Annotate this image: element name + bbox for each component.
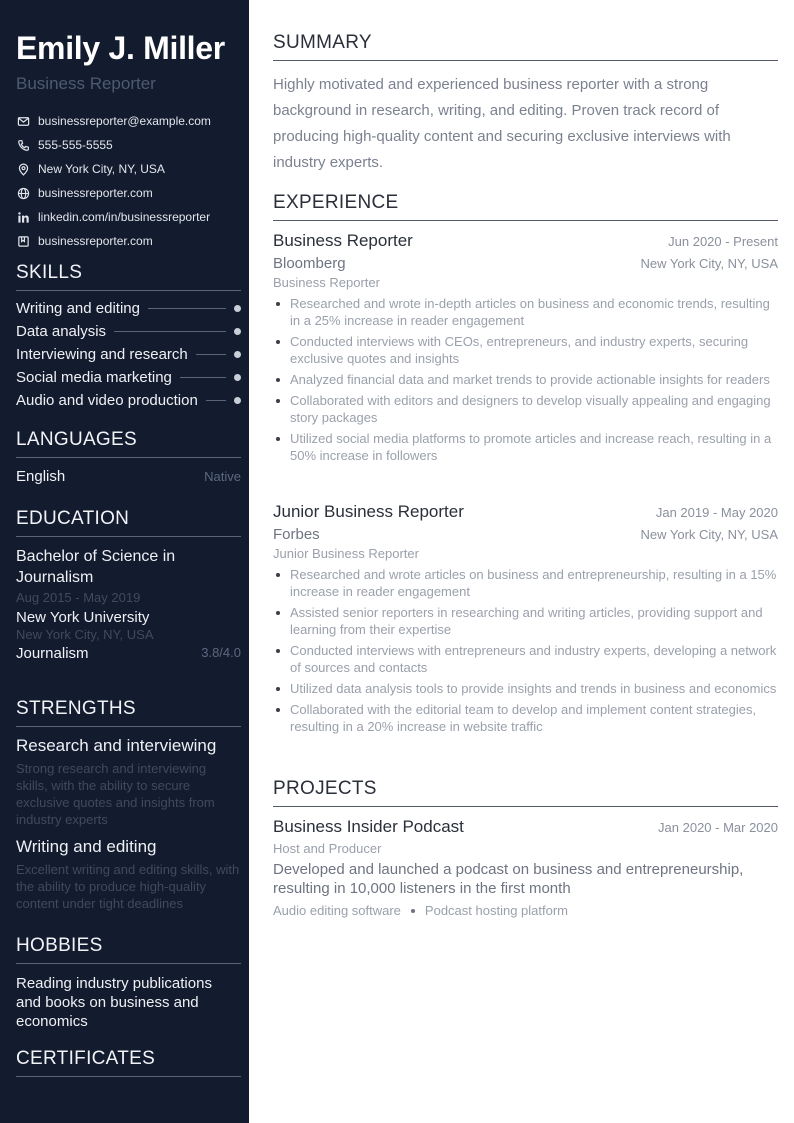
- envelope-icon: [16, 114, 30, 128]
- contact-website-text: businessreporter.com: [38, 186, 153, 200]
- job-bullet: Researched and wrote in-depth articles on business and economic trends, resulting in a 25% increase in reader engagement: [273, 295, 778, 329]
- job-title: Business Reporter: [273, 231, 413, 250]
- languages-section: [16, 429, 241, 485]
- skill-item: [16, 297, 241, 320]
- job-bullet: Collaborated with editors and designers to develop visually appealing and engaging story packages: [273, 392, 778, 426]
- strength-title: Research and interviewing: [16, 736, 217, 755]
- skill-line: [196, 354, 226, 355]
- education-field-row: [16, 645, 241, 662]
- project-description: Developed and launched a podcast on business and entrepreneurship, resulting in 10,000 listeners in the first month: [273, 861, 744, 897]
- strength-description: Excellent writing and editing skills, with the ability to produce high-quality content under tight deadlines: [16, 862, 240, 911]
- job-title: Junior Business Reporter: [273, 502, 464, 521]
- skill-label: Data analysis: [16, 323, 107, 340]
- job-bullet: Analyzed financial data and market trends to provide actionable insights for readers: [273, 371, 778, 388]
- skill-dot: [234, 397, 241, 404]
- strength-description: Strong research and interviewing skills, with the ability to secure exclusive quotes and insights from industry experts: [16, 761, 215, 827]
- strengths-heading: STRENGTHS: [16, 698, 241, 727]
- hobbies-heading: HOBBIES: [16, 935, 241, 964]
- education-location: New York City, NY, USA: [16, 627, 154, 642]
- education-dates: Aug 2015 - May 2019: [16, 590, 141, 605]
- skills-section: [16, 262, 241, 412]
- project-dates: Jan 2020 - Mar 2020: [658, 820, 778, 835]
- linkedin-icon: [16, 210, 30, 224]
- project-tag: Audio editing software: [273, 903, 401, 918]
- job-bullet: Utilized social media platforms to promote articles and increase reach, resulting in a 50% increase in followers: [273, 430, 778, 464]
- skill-label: Writing and editing: [16, 300, 140, 317]
- skill-dot: [234, 328, 241, 335]
- contact-portfolio-text: businessreporter.com: [38, 234, 153, 248]
- tag-separator: [411, 909, 415, 913]
- job-bullets: [273, 295, 778, 464]
- contact-email-text: businessreporter@example.com: [38, 114, 211, 128]
- summary-text: Highly motivated and experienced business reporter with a strong background in research, writing, and editing. Proven track record of producing high-quality content and securing exclusive interviews with industry experts.: [273, 76, 731, 171]
- contact-portfolio[interactable]: [16, 229, 244, 253]
- project-title: Business Insider Podcast: [273, 817, 464, 836]
- language-item: [16, 468, 241, 485]
- skill-item: [16, 389, 241, 412]
- skill-line: [180, 377, 226, 378]
- job-bullet: Conducted interviews with entrepreneurs and industry experts, developing a network of sources and contacts: [273, 642, 778, 676]
- contact-phone-text: 555-555-5555: [38, 138, 113, 152]
- experience-entry: [273, 231, 778, 468]
- languages-heading: LANGUAGES: [16, 429, 241, 458]
- globe-icon: [16, 186, 30, 200]
- skill-line: [206, 400, 226, 401]
- job-location: New York City, NY, USA: [640, 256, 778, 271]
- project-tag: Podcast hosting platform: [424, 903, 568, 918]
- hobbies-section: [16, 935, 241, 1031]
- contact-list: [16, 109, 244, 253]
- skill-dot: [234, 305, 241, 312]
- job-subtitle: Junior Business Reporter: [273, 546, 419, 561]
- skill-item: [16, 366, 241, 389]
- job-bullet: Assisted senior reporters in researching and writing articles, providing support and learning from their expertise: [273, 604, 778, 638]
- location-pin-icon: [16, 162, 30, 176]
- job-company: Forbes: [273, 526, 320, 543]
- job-dates: Jan 2019 - May 2020: [655, 505, 778, 520]
- experience-entry: [273, 502, 778, 739]
- education-school: New York University: [16, 609, 150, 626]
- strength-title: Writing and editing: [16, 837, 157, 856]
- skill-item: [16, 343, 241, 366]
- certificates-section: [16, 1048, 241, 1077]
- project-role: Host and Producer: [273, 841, 382, 856]
- contact-email[interactable]: [16, 109, 244, 133]
- contact-linkedin-text: linkedin.com/in/businessreporter: [38, 210, 211, 224]
- skill-label: Audio and video production: [16, 392, 198, 409]
- contact-website[interactable]: [16, 181, 244, 205]
- hobby-item: Reading industry publications and books on business and economics: [16, 975, 212, 1030]
- summary-heading: SUMMARY: [273, 32, 778, 61]
- job-bullets: [273, 566, 778, 735]
- education-degree: Bachelor of Science in Journalism: [16, 548, 176, 586]
- job-subtitle: Business Reporter: [273, 275, 380, 290]
- certificates-heading: CERTIFICATES: [16, 1048, 241, 1077]
- skill-dot: [234, 374, 241, 381]
- education-gpa: 3.8/4.0: [201, 645, 241, 660]
- strengths-section: [16, 698, 241, 912]
- candidate-name: Emily J. Miller: [16, 30, 225, 66]
- job-company: Bloomberg: [273, 255, 346, 272]
- project-entry: [273, 817, 778, 918]
- contact-phone[interactable]: [16, 133, 244, 157]
- education-section: [16, 508, 241, 662]
- skill-label: Interviewing and research: [16, 346, 188, 363]
- contact-linkedin[interactable]: [16, 205, 244, 229]
- phone-icon: [16, 138, 30, 152]
- skill-line: [114, 331, 226, 332]
- candidate-title: Business Reporter: [16, 74, 156, 93]
- experience-heading: EXPERIENCE: [273, 192, 778, 221]
- job-dates: Jun 2020 - Present: [668, 234, 778, 249]
- contact-location-text: New York City, NY, USA: [38, 162, 165, 176]
- education-heading: EDUCATION: [16, 508, 241, 537]
- skills-heading: SKILLS: [16, 262, 241, 291]
- job-bullet: Collaborated with the editorial team to develop and implement content strategies, resulting in a 20% increase in website traffic: [273, 701, 778, 735]
- job-bullet: Researched and wrote articles on business and entrepreneurship, resulting in a 15% increase in reader engagement: [273, 566, 778, 600]
- job-bullet: Utilized data analysis tools to provide insights and trends in business and economics: [273, 680, 778, 697]
- bookmark-icon: [16, 234, 30, 248]
- skill-line: [148, 308, 226, 309]
- contact-location: [16, 157, 244, 181]
- project-tags: [273, 903, 778, 918]
- job-location: New York City, NY, USA: [640, 527, 778, 542]
- skill-label: Social media marketing: [16, 369, 172, 386]
- job-bullet: Conducted interviews with CEOs, entrepreneurs, and industry experts, securing exclusive quotes and insights: [273, 333, 778, 367]
- language-name: English: [16, 468, 66, 485]
- education-field: Journalism: [16, 645, 89, 662]
- projects-heading: PROJECTS: [273, 778, 778, 807]
- sidebar: [0, 0, 249, 1123]
- skill-dot: [234, 351, 241, 358]
- skill-item: [16, 320, 241, 343]
- language-level: Native: [204, 469, 241, 484]
